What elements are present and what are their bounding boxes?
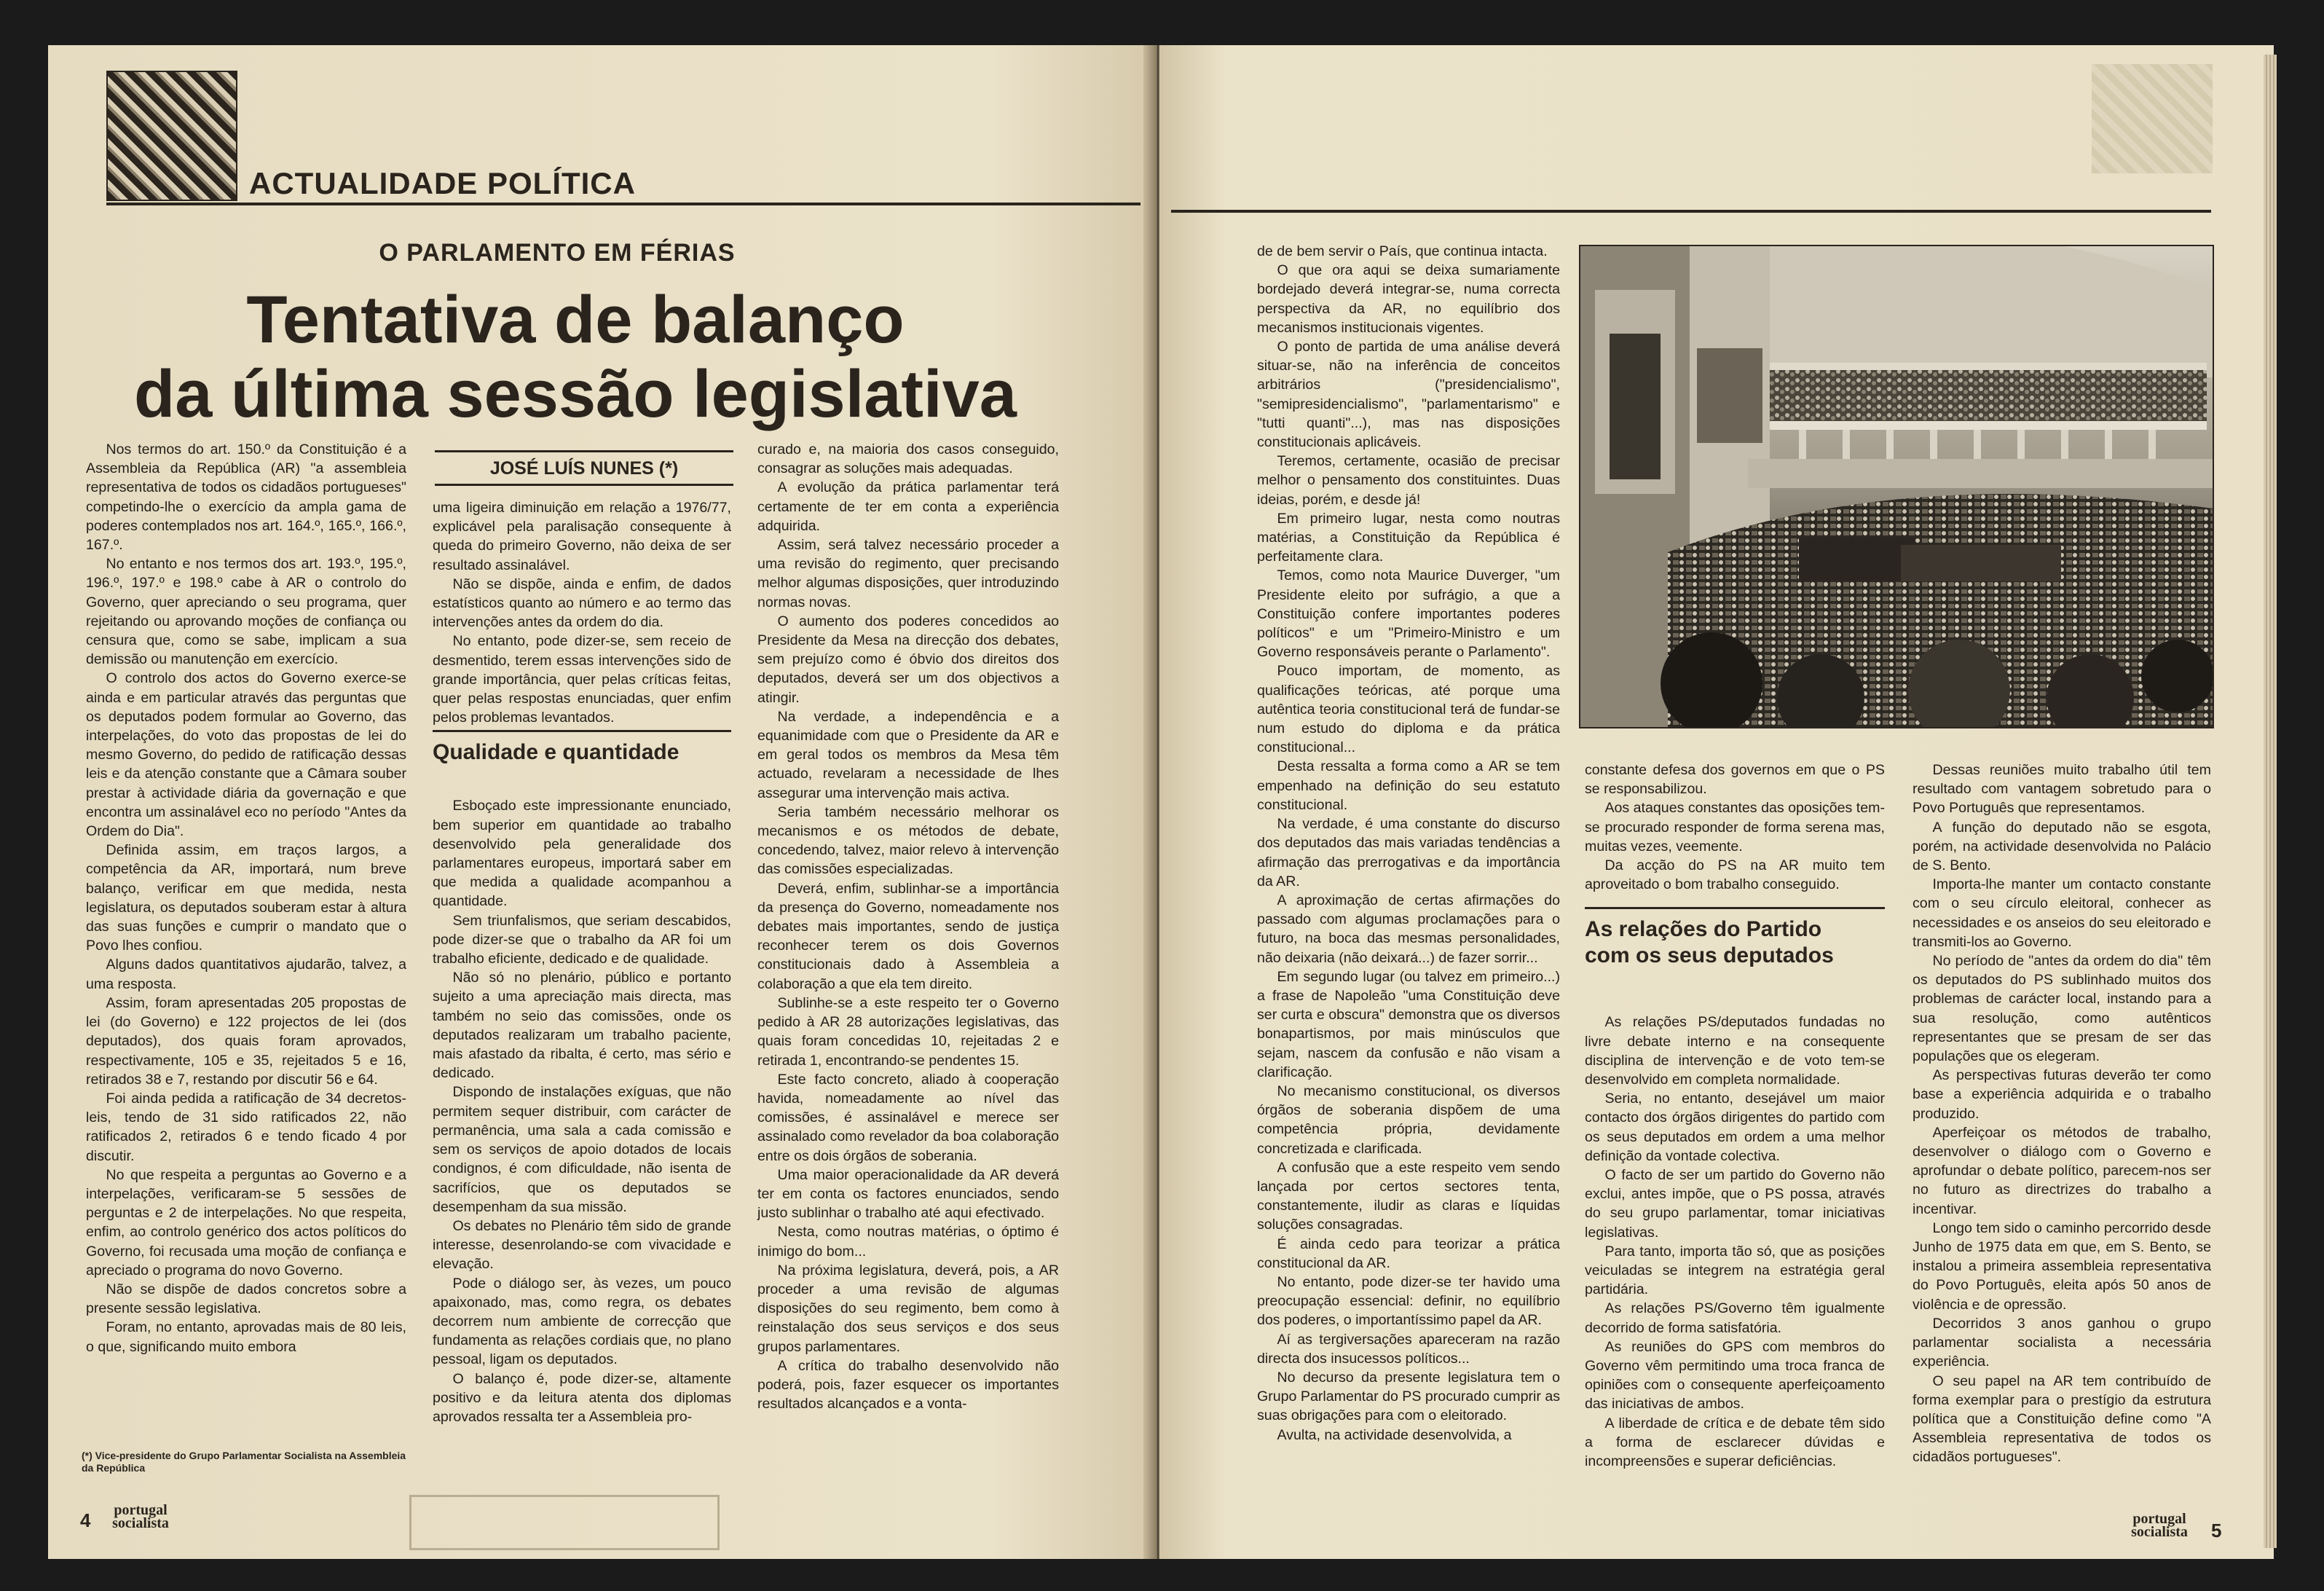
paragraph: uma ligeira diminuição em relação a 1976/77, explicável pela paralisação consequente à queda do primeiro Governo, não deixa de ser resultado assinalável. bbox=[433, 500, 731, 573]
paragraph: O facto de ser um partido do Governo não exclui, antes impõe, que o PS possa, através do seu grupo parlamentar, tomar iniciativas legislativas. bbox=[1585, 1167, 1885, 1241]
paragraph: A aproximação de certas afirmações do passado com algumas proclamações para o futuro, na boca das mesmas personalidades, não deixaria (não deixará...) de fazer sorrir... bbox=[1257, 892, 1560, 966]
page-number-left: 4 bbox=[80, 1509, 91, 1531]
paragraph: Seria também necessário melhorar os mecanismos e os métodos de debate, concedendo, talvez, maior relevo à intervenção das comissões especializadas. bbox=[757, 804, 1059, 878]
paragraph: As perspectivas futuras deverão ter como base a experiência adquirida e o trabalho produzido. bbox=[1913, 1067, 2211, 1122]
paragraph: É ainda cedo para teorizar a prática constitucional da AR. bbox=[1257, 1236, 1560, 1271]
right-column-3 bbox=[1913, 761, 2211, 1467]
paragraph: Não se dispõe, ainda e enfim, de dados estatísticos quanto ao número e ao termo das intervenções antes da ordem do dia. bbox=[433, 575, 731, 631]
paragraph: As relações PS/deputados fundadas no livre debate interno e na consequente disciplina de intervenção e de voto tem-se desenvolvido em completa normalidade. bbox=[1585, 1014, 1885, 1088]
page-number-right: 5 bbox=[2211, 1520, 2222, 1541]
paragraph: O ponto de partida de uma análise deverá situar-se, não na inferência de conceitos arbitrários ("presidencialismo", "semipresidencialismo", "parlamentarismo" e "tutti quanti"...), mas nas disposições constitucionais aplicáveis. bbox=[1257, 339, 1560, 451]
article-headline bbox=[109, 283, 1041, 431]
subhead-rule bbox=[433, 730, 731, 732]
paragraph: As relações PS/Governo têm igualmente decorrido de forma satisfatória. bbox=[1585, 1300, 1885, 1336]
paragraph: O controlo dos actos do Governo exerce-se ainda e em particular através das perguntas que os deputados podem formular ao Governo, das interpelações, do voto das propostas de lei do mesmo Governo, do pedido de ratificação dessas leis e da atenção constante que a Câmara souber prestar à actividade diária da governação e que encontra um assinalável eco no período "Antes da Ordem do Dia". bbox=[86, 670, 406, 840]
paragraph: Na verdade, a independência e a equanimidade com que o Presidente da AR e em geral todos os membros da Mesa têm actuado, revelaram a necessidade de lhes assegurar uma intervenção mais activa. bbox=[757, 708, 1059, 801]
section-logo-icon bbox=[106, 71, 237, 201]
headline-line-2: da última sessão legislativa bbox=[134, 357, 1017, 431]
paragraph: Avulta, na actividade desenvolvida, a bbox=[1277, 1426, 1512, 1443]
paragraph: Na verdade, é uma constante do discurso dos deputados das mais variadas tendências a afirmação das prerrogativas e da importância da AR. bbox=[1257, 816, 1560, 889]
paragraph: Aperfeiçoar os métodos de trabalho, desenvolver o diálogo com o Governo e aprofundar o debate político, parecem-nos ser no futuro as directrizes do trabalho a incentivar. bbox=[1913, 1124, 2211, 1217]
paragraph: A evolução da prática parlamentar terá certamente de ter em conta a experiência adquirida. bbox=[757, 479, 1059, 534]
headline-line-1: Tentativa de balanço bbox=[246, 283, 905, 357]
parliament-photo-svg bbox=[1580, 246, 2213, 727]
paragraph: As reuniões do GPS com membros do Governo vêm permitindo uma troca franca de opiniões com o consequente aperfeiçoamento das iniciativas de ambos. bbox=[1585, 1338, 1885, 1413]
paragraph: No que respeita a perguntas ao Governo e a interpelações, verificaram-se 5 sessões de perguntas e 2 de interpelações. No que respeita, enfim, ao controlo genérico dos actos políticos do Governo, foi recusada uma moção de confiança e apreciado o programa do novo Governo. bbox=[86, 1166, 406, 1278]
paragraph: de de bem servir o País, que continua intacta. bbox=[1257, 243, 1548, 259]
paragraph: No mecanismo constitucional, os diversos órgãos de soberania dispõem de uma competência própria, devidamente concretizada e clarificada. bbox=[1257, 1083, 1560, 1157]
paragraph: Aí as tergiversações apareceram na razão directa dos insucessos políticos... bbox=[1257, 1331, 1560, 1367]
paragraph: Teremos, certamente, ocasião de precisar melhor o pensamento dos constituintes. Duas ideias, porém, e desde já! bbox=[1257, 453, 1560, 508]
paragraph: Alguns dados quantitativos ajudarão, talvez, a uma resposta. bbox=[86, 956, 406, 992]
paragraph: Decorridos 3 anos ganhou o grupo parlamentar socialista a necessária experiência. bbox=[1913, 1315, 2211, 1370]
masthead-logo-left: portugal socialista bbox=[112, 1502, 169, 1531]
paragraph: Da acção do PS na AR muito tem aproveitado o bom trabalho conseguido. bbox=[1585, 857, 1885, 893]
paragraph: Nos termos do art. 150.º da Constituição é a Assembleia da República (AR) "a assembleia representativa de todos os cidadãos portugueses" competindo-lhe o exercício da ampla gama de poderes contemplados nos art. 164.º, 165.º, 166.º, 167.º. bbox=[86, 441, 406, 554]
article-kicker: O PARLAMENTO EM FÉRIAS bbox=[379, 239, 736, 267]
paragraph: Pouco importam, de momento, as qualificações teóricas, até porque uma autêntica teoria constitucional terá de fundar-se num estudo do diploma e da prática constitucional... bbox=[1257, 663, 1560, 756]
show-through-logo bbox=[2092, 64, 2213, 173]
section-title: ACTUALIDADE POLÍTICA bbox=[249, 166, 636, 200]
paragraph: curado e, na maioria dos casos conseguido, consagrar as soluções mais adequadas. bbox=[757, 441, 1059, 477]
paragraph: No entanto, pode dizer-se, sem receio de desmentido, terem essas intervenções sido de grande importância, quer pelas críticas feitas, quer pelas respostas enunciadas, quer enfim pelos problemas levantados. bbox=[433, 633, 731, 726]
paragraph: Pode o diálogo ser, às vezes, um pouco apaixonado, mas, como regra, os debates decorrem num ambiente de correcção que fundamenta as relações cordiais que, no plano pessoal, ligam os deputados. bbox=[433, 1275, 731, 1368]
paragraph: Deverá, enfim, sublinhar-se a importância da presença do Governo, nomeadamente nos debates mais importantes, sendo de justiça reconhecer terem os dois Governos constitucionais dado à Assembleia a colaboração a que ela tem direito. bbox=[757, 880, 1059, 992]
parliament-chamber-photo bbox=[1579, 245, 2214, 728]
subhead-rule bbox=[1585, 907, 1885, 909]
left-column-3 bbox=[757, 440, 1059, 1413]
paragraph: Não só no plenário, público e portanto sujeito a uma apreciação mais directa, mas também no seio das comissões, onde os deputados realizaram um trabalho paciente, mais afastado da ribalta, é certo, mas sério e dedicado. bbox=[433, 970, 731, 1082]
paragraph: constante defesa dos governos em que o PS se responsabilizou. bbox=[1585, 762, 1885, 798]
paragraph: O que ora aqui se deixa sumariamente bordejado deverá integrar-se, numa correcta perspectiva da AR, no equilíbrio dos mecanismos institucionais vigentes. bbox=[1257, 262, 1560, 336]
header-rule-right bbox=[1171, 210, 2211, 213]
left-column-2 bbox=[433, 498, 731, 1426]
paragraph: Foram, no entanto, aprovadas mais de 80 leis, o que, significando muito embora bbox=[86, 1319, 406, 1355]
paragraph: Em segundo lugar (ou talvez em primeiro...) a frase de Napoleão "uma Constituição deve ser curta e obscura" demonstra que os diversos bonapartismos, por mais minúsculos que sejam, nascem da confusão e não visam a clarificação. bbox=[1257, 968, 1560, 1080]
paragraph: O seu papel na AR tem contribuído de forma exemplar para o prestígio da estrutura política que a Constituição define como "A Assembleia representativa de todos os cidadãos portugueses". bbox=[1913, 1372, 2211, 1466]
masthead-logo-right: portugal socialista bbox=[2131, 1511, 2188, 1540]
paragraph: Dessas reuniões muito trabalho útil tem resultado com vantagem sobretudo para o Povo Português que representamos. bbox=[1913, 762, 2211, 817]
right-column-1 bbox=[1257, 242, 1560, 1445]
paragraph: Assim, será talvez necessário proceder a uma revisão do regimento, quer precisando melhor algumas disposições, quer introduzindo normas novas. bbox=[757, 537, 1059, 610]
paragraph: No decurso da presente legislatura tem o Grupo Parlamentar do PS procurado cumprir as suas obrigações para com o eleitorado. bbox=[1257, 1369, 1561, 1424]
paragraph: Este facto concreto, aliado à cooperação havida, nomeadamente ao nível das comissões, é assinalável e merece ser assinalado como revelador da boa colaboração entre os dois órgãos de soberania. bbox=[757, 1071, 1059, 1164]
paragraph: Assim, foram apresentadas 205 propostas de lei (do Governo) e 122 projectos de lei (dos deputados), dos quais foram aprovados, respectivamente, 105 e 35, rejeitados 5 e 16, retirados 38 e 7, restando por discutir 56 e 64. bbox=[86, 994, 406, 1088]
paragraph: Aos ataques constantes das oposições tem-se procurado responder de forma serena mas, muitas vezes, veemente. bbox=[1585, 800, 1885, 855]
paragraph: No entanto e nos termos dos art. 193.º, 195.º, 196.º, 197.º e 198.º cabe à AR o controlo do Governo, quer apreciando o seu programa, quer rejeitando ou aprovando moções de confiança ou censura que, como se sabe, implicam a sua demissão ou manutenção em exercício. bbox=[86, 556, 406, 668]
byline: JOSÉ LUÍS NUNES (*) bbox=[435, 450, 733, 486]
paragraph: O balanço é, pode dizer-se, altamente positivo e da leitura atenta dos diplomas aprovados ressalta ter a Assembleia pro- bbox=[433, 1370, 731, 1425]
paragraph: Nesta, como noutras matérias, o óptimo é inimigo do bom... bbox=[757, 1224, 1059, 1260]
author-footnote: (*) Vice-presidente do Grupo Parlamentar Socialista na Assembleia da República bbox=[82, 1450, 406, 1474]
paragraph: Em primeiro lugar, nesta como noutras matérias, a Constituição da República é perfeitamente clara. bbox=[1257, 510, 1560, 565]
paragraph: Foi ainda pedida a ratificação de 34 decretos-leis, tendo de 31 sido ratificados 22, não ratificados 2, retirados 6 e tendo ficado 4 por discutir. bbox=[86, 1090, 406, 1164]
paragraph: Importa-lhe manter um contacto constante com o seu círculo eleitoral, conhecer as necessidades e os anseios do seu eleitorado e transmiti-los ao Governo. bbox=[1913, 876, 2211, 950]
paragraph: Definida assim, em traços largos, a competência da AR, importará, num breve balanço, verificar em que medida, nesta legislatura, os deputados souberam estar à altura das suas funções e cumprir o mandato que o Povo lhes confiou. bbox=[86, 842, 406, 954]
paragraph: Sublinhe-se a este respeito ter o Governo pedido à AR 28 autorizações legislativas, das quais foram concedidas 10, rejeitadas 2 e retirada 1, encontrando-se pendentes 15. bbox=[757, 994, 1059, 1069]
page-edges bbox=[2264, 55, 2277, 1548]
paragraph: Desta ressalta a forma como a AR se tem empenhado na definição do seu estatuto constitucional. bbox=[1257, 758, 1560, 813]
paragraph: No entanto, pode dizer-se ter havido uma preocupação essencial: definir, no equilíbrio dos poderes, o importantíssimo papel da AR. bbox=[1257, 1273, 1560, 1329]
paragraph: A função do deputado não se esgota, porém, na actividade desenvolvida no Palácio de S. Bento. bbox=[1913, 819, 2211, 874]
paragraph: Uma maior operacionalidade da AR deverá ter em conta os factores enunciados, sendo justo sublinhar o trabalho até aqui efectivado. bbox=[757, 1166, 1059, 1222]
left-column-1 bbox=[86, 440, 406, 1356]
paragraph: Na próxima legislatura, deverá, pois, a AR proceder a uma revisão de algumas disposições do seu regimento, bem como à reinstalação dos seus serviços e dos seus grupos parlamentares. bbox=[757, 1262, 1059, 1355]
header-rule bbox=[106, 203, 1141, 205]
right-column-2 bbox=[1585, 761, 1885, 1471]
paragraph: A confusão que a este respeito vem sendo lançada por certos sectores tenta, constantemente, iludir as claras e líquidas soluções consagradas. bbox=[1257, 1159, 1560, 1233]
paragraph: Não se dispõe de dados concretos sobre a presente sessão legislativa. bbox=[86, 1281, 406, 1317]
paragraph: A liberdade de crítica e de debate têm sido a forma de esclarecer dúvidas e incompreensões e superar deficiências. bbox=[1585, 1415, 1885, 1470]
paragraph: A crítica do trabalho desenvolvido não poderá, pois, fazer esquecer os importantes resultados alcançados e a vonta- bbox=[757, 1357, 1059, 1413]
paragraph: Para tanto, importa tão só, que as posições veiculadas se integrem na estratégia geral partidária. bbox=[1585, 1243, 1885, 1298]
subheading: Qualidade e quantidade bbox=[433, 740, 680, 765]
paragraph: O aumento dos poderes concedidos ao Presidente da Mesa na direcção dos debates, sem prejuízo como é óbvio dos direitos dos deputados, deverá ser um dos objectivos a atingir. bbox=[757, 613, 1059, 706]
library-stamp bbox=[409, 1495, 720, 1550]
paragraph: Sem triunfalismos, que seriam descabidos, pode dizer-se que o trabalho da AR foi um trabalho eficiente, dedicado e de qualidade. bbox=[433, 912, 731, 967]
paragraph: Esboçado este impressionante enunciado, bem superior em quantidade ao trabalho desenvolvido pela generalidade dos parlamentares europeus, importará saber em que medida a qualidade acompanhou a quantidade. bbox=[433, 798, 731, 910]
paragraph: Temos, como nota Maurice Duverger, "um Presidente eleito por sufrágio, a que a Constituição confere importantes poderes políticos" e um "Primeiro-Ministro e um Governo responsáveis perante o Parlamento". bbox=[1257, 567, 1560, 661]
paragraph: Dispondo de instalações exíguas, que não permitem sequer distribuir, com carácter de permanência, uma sala a cada comissão e sem os serviços de apoio dotados de locais condignos, é com dificuldade, não isenta de sacrifícios, que os deputados se desempenham da sua missão. bbox=[433, 1084, 731, 1215]
paragraph: Longo tem sido o caminho percorrido desde Junho de 1975 data em que, em S. Bento, se instalou a primeira assembleia representativa do Povo Português, eleita após 50 anos de violência e de opressão. bbox=[1913, 1219, 2211, 1313]
paragraph: Os debates no Plenário têm sido de grande interesse, desenrolando-se com vivacidade e elevação. bbox=[433, 1217, 731, 1273]
paragraph: Seria, no entanto, desejável um maior contacto dos órgãos dirigentes do partido com os seus deputados em ordem a uma melhor definição da vontade colectiva. bbox=[1585, 1091, 1885, 1164]
paragraph: No período de "antes da ordem do dia" têm os deputados do PS sublinhado muitos dos problemas de carácter local, instando para a sua resolução, como autênticos representantes que se presam de ser das populações que os elegeram. bbox=[1913, 953, 2211, 1065]
subheading: As relações do Partido com os seus deputados bbox=[1585, 917, 1834, 968]
